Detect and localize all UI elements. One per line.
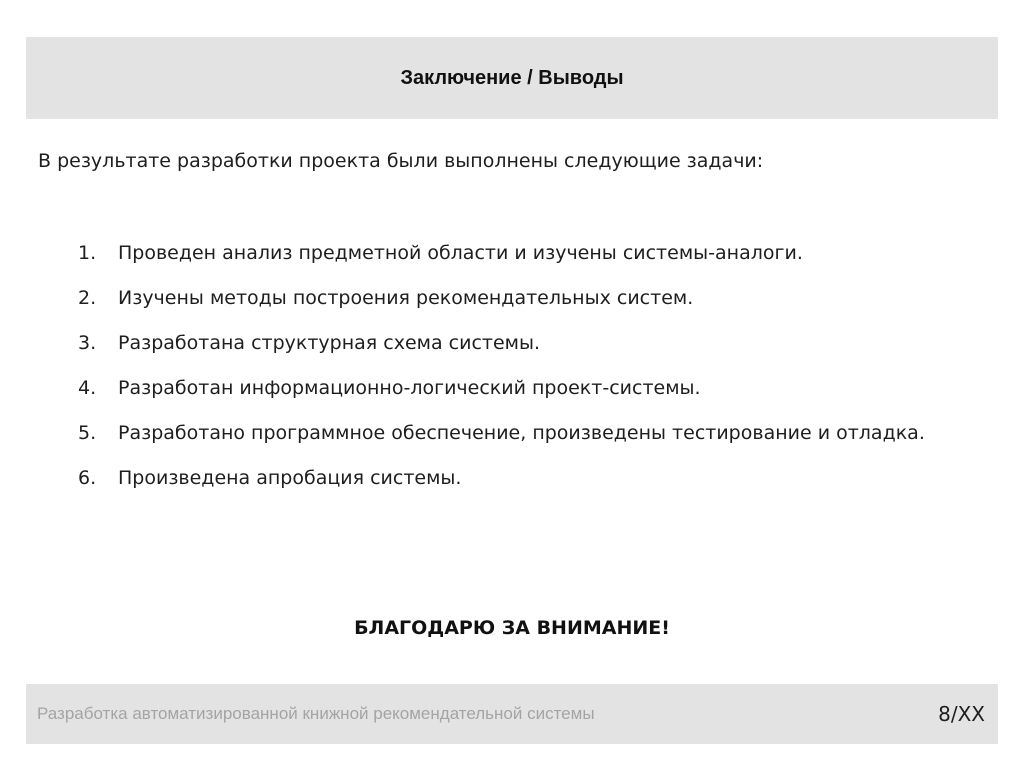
task-number: 4. (78, 377, 97, 399)
task-item-1 (78, 238, 938, 269)
slide-header (26, 37, 998, 119)
task-text: Изучены методы построения рекомендательных систем. (118, 287, 694, 309)
task-number: 5. (78, 422, 97, 444)
task-item-3 (78, 328, 938, 359)
slide-title: Заключение / Выводы (400, 66, 624, 89)
task-list (78, 238, 938, 508)
task-text: Произведена апробация системы. (118, 467, 462, 489)
task-number: 2. (78, 287, 97, 309)
thanks-message: БЛАГОДАРЮ ЗА ВНИМАНИЕ! (354, 617, 670, 639)
task-number: 3. (78, 332, 97, 354)
slide-footer (26, 684, 998, 744)
task-text: Разработано программное обеспечение, произведены тестирование и отладка. (118, 422, 925, 444)
task-item-4 (78, 373, 938, 404)
task-number: 1. (78, 242, 97, 264)
task-item-2 (78, 283, 938, 314)
footer-project-title: Разработка автоматизированной книжной рекомендательной системы (37, 704, 595, 723)
task-text: Разработан информационно-логический проект-системы. (118, 377, 701, 399)
page-number: 8/XX (938, 702, 985, 726)
intro-text: В результате разработки проекта были выполнены следующие задачи: (38, 150, 764, 172)
task-text: Проведен анализ предметной области и изучены системы-аналоги. (118, 242, 803, 264)
task-number: 6. (78, 467, 97, 489)
task-item-6 (78, 463, 938, 494)
task-item-5 (78, 418, 938, 449)
task-text: Разработана структурная схема системы. (118, 332, 541, 354)
